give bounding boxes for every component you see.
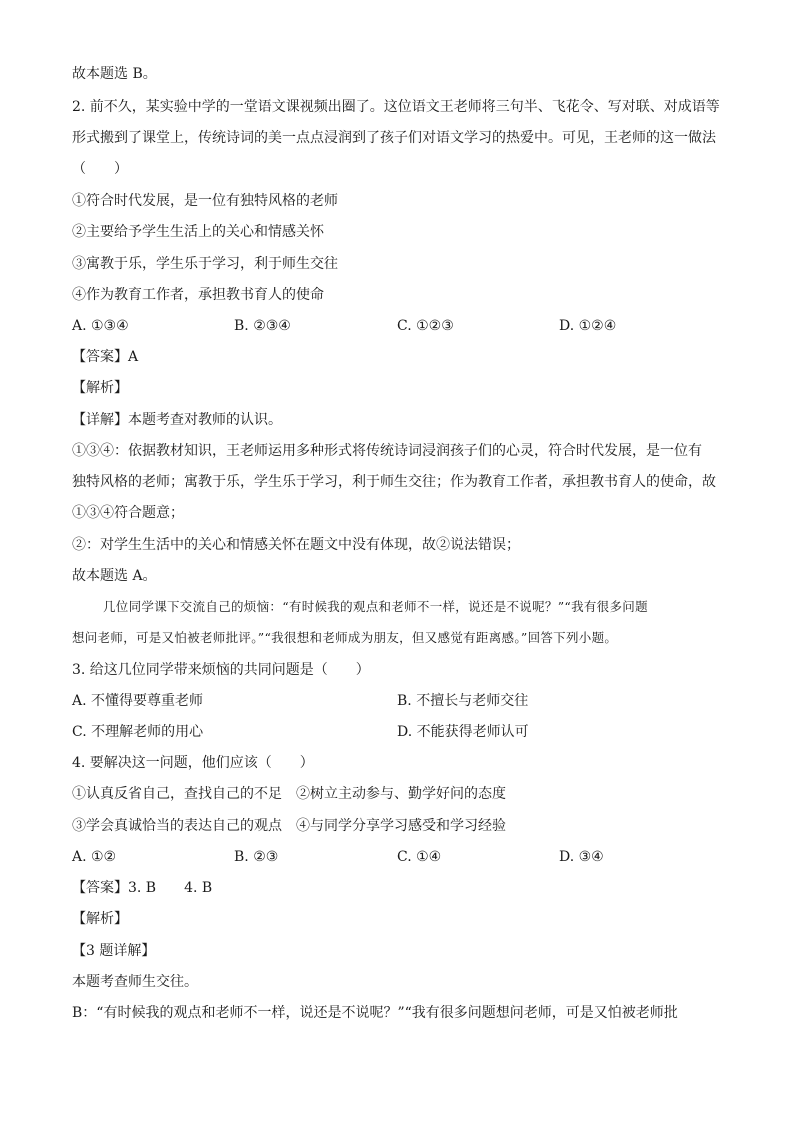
- material-line-1: 几位同学课下交流自己的烦恼：“有时候我的观点和老师不一样，说还是不说呢？”“我有很多问题: [103, 599, 648, 614]
- q3-option-c: C. 不理解老师的用心: [72, 724, 204, 740]
- question-2-stem-line-2: 形式搬到了课堂上，传统诗词的美一点点浸润到了孩子们对语文学习的热爱中。可见，王老师的这一做法: [72, 130, 716, 146]
- material-line-2: 想问老师，可是又怕被老师批评。”“我很想和老师成为朋友，但又感觉有距离感。”回答下列小题。: [72, 630, 618, 645]
- explanation-line-1: ①③④：依据教材知识，王老师运用多种形式将传统诗词浸润孩子们的心灵，符合时代发展，是一位有: [72, 443, 702, 459]
- q4-statements-line-1: ①认真反省自己，查找自己的不足 ②树立主动参与、勤学好问的态度: [72, 786, 506, 802]
- conclusion-q2: 故本题选 A。: [72, 568, 157, 584]
- detail-heading-q3: 【3 题详解】: [72, 943, 156, 959]
- analysis-heading-q3-q4: 【解析】: [72, 911, 128, 927]
- question-2-stem-line-1: 2. 前不久，某实验中学的一堂语文课视频出圈了。这位语文王老师将三句半、飞花令、写对联、对成语等: [72, 99, 720, 115]
- q4-option-b: B. ②③: [234, 849, 279, 865]
- q2-option-b: B. ②③④: [234, 318, 291, 334]
- answer-q3-q4: 【答案】3. B 4. B: [72, 880, 213, 896]
- detail-q3-line-1: 本题考查师生交往。: [72, 974, 198, 990]
- statement-2: ②主要给予学生生活上的关心和情感关怀: [72, 224, 324, 240]
- q4-option-c: C. ①④: [397, 849, 442, 865]
- question-3-stem: 3. 给这几位同学带来烦恼的共同问题是（ ）: [72, 662, 370, 678]
- q4-option-d: D. ③④: [559, 849, 604, 865]
- detail-heading-q2: 【详解】本题考查对教师的认识。: [72, 412, 282, 428]
- q4-statements-line-2: ③学会真诚恰当的表达自己的观点 ④与同学分享学习感受和学习经验: [72, 818, 506, 834]
- statement-3: ③寓教于乐，学生乐于学习，利于师生交往: [72, 256, 338, 272]
- explanation-line-4: ②：对学生生活中的关心和情感关怀在题文中没有体现，故②说法错误；: [72, 537, 520, 553]
- question-2-stem-line-3: （ ）: [72, 161, 128, 177]
- conclusion-q1: 故本题选 B。: [72, 66, 157, 82]
- analysis-heading-q2: 【解析】: [72, 380, 128, 396]
- statement-4: ④作为教育工作者，承担教书育人的使命: [72, 287, 324, 303]
- q2-option-a: A. ①③④: [72, 318, 129, 334]
- explanation-line-2: 独特风格的老师；寓教于乐，学生乐于学习，利于师生交往；作为教育工作者，承担教书育人的使命，故: [72, 474, 716, 490]
- question-4-stem: 4. 要解决这一问题，他们应该（ ）: [72, 755, 314, 771]
- q2-option-c: C. ①②③: [397, 318, 454, 334]
- detail-q3-line-2: B：“有时候我的观点和老师不一样，说还是不说呢？”“我有很多问题想问老师，可是又怕被老师批: [72, 1005, 678, 1021]
- explanation-line-3: ①③④符合题意；: [72, 505, 184, 521]
- statement-1: ①符合时代发展，是一位有独特风格的老师: [72, 193, 338, 209]
- answer-q2: 【答案】A: [72, 349, 139, 365]
- q2-option-d: D. ①②④: [559, 318, 617, 334]
- q3-option-b: B. 不擅长与老师交往: [397, 693, 529, 709]
- q4-option-a: A. ①②: [72, 849, 117, 865]
- q3-option-a: A. 不懂得要尊重老师: [72, 693, 204, 709]
- q3-option-d: D. 不能获得老师认可: [397, 724, 529, 740]
